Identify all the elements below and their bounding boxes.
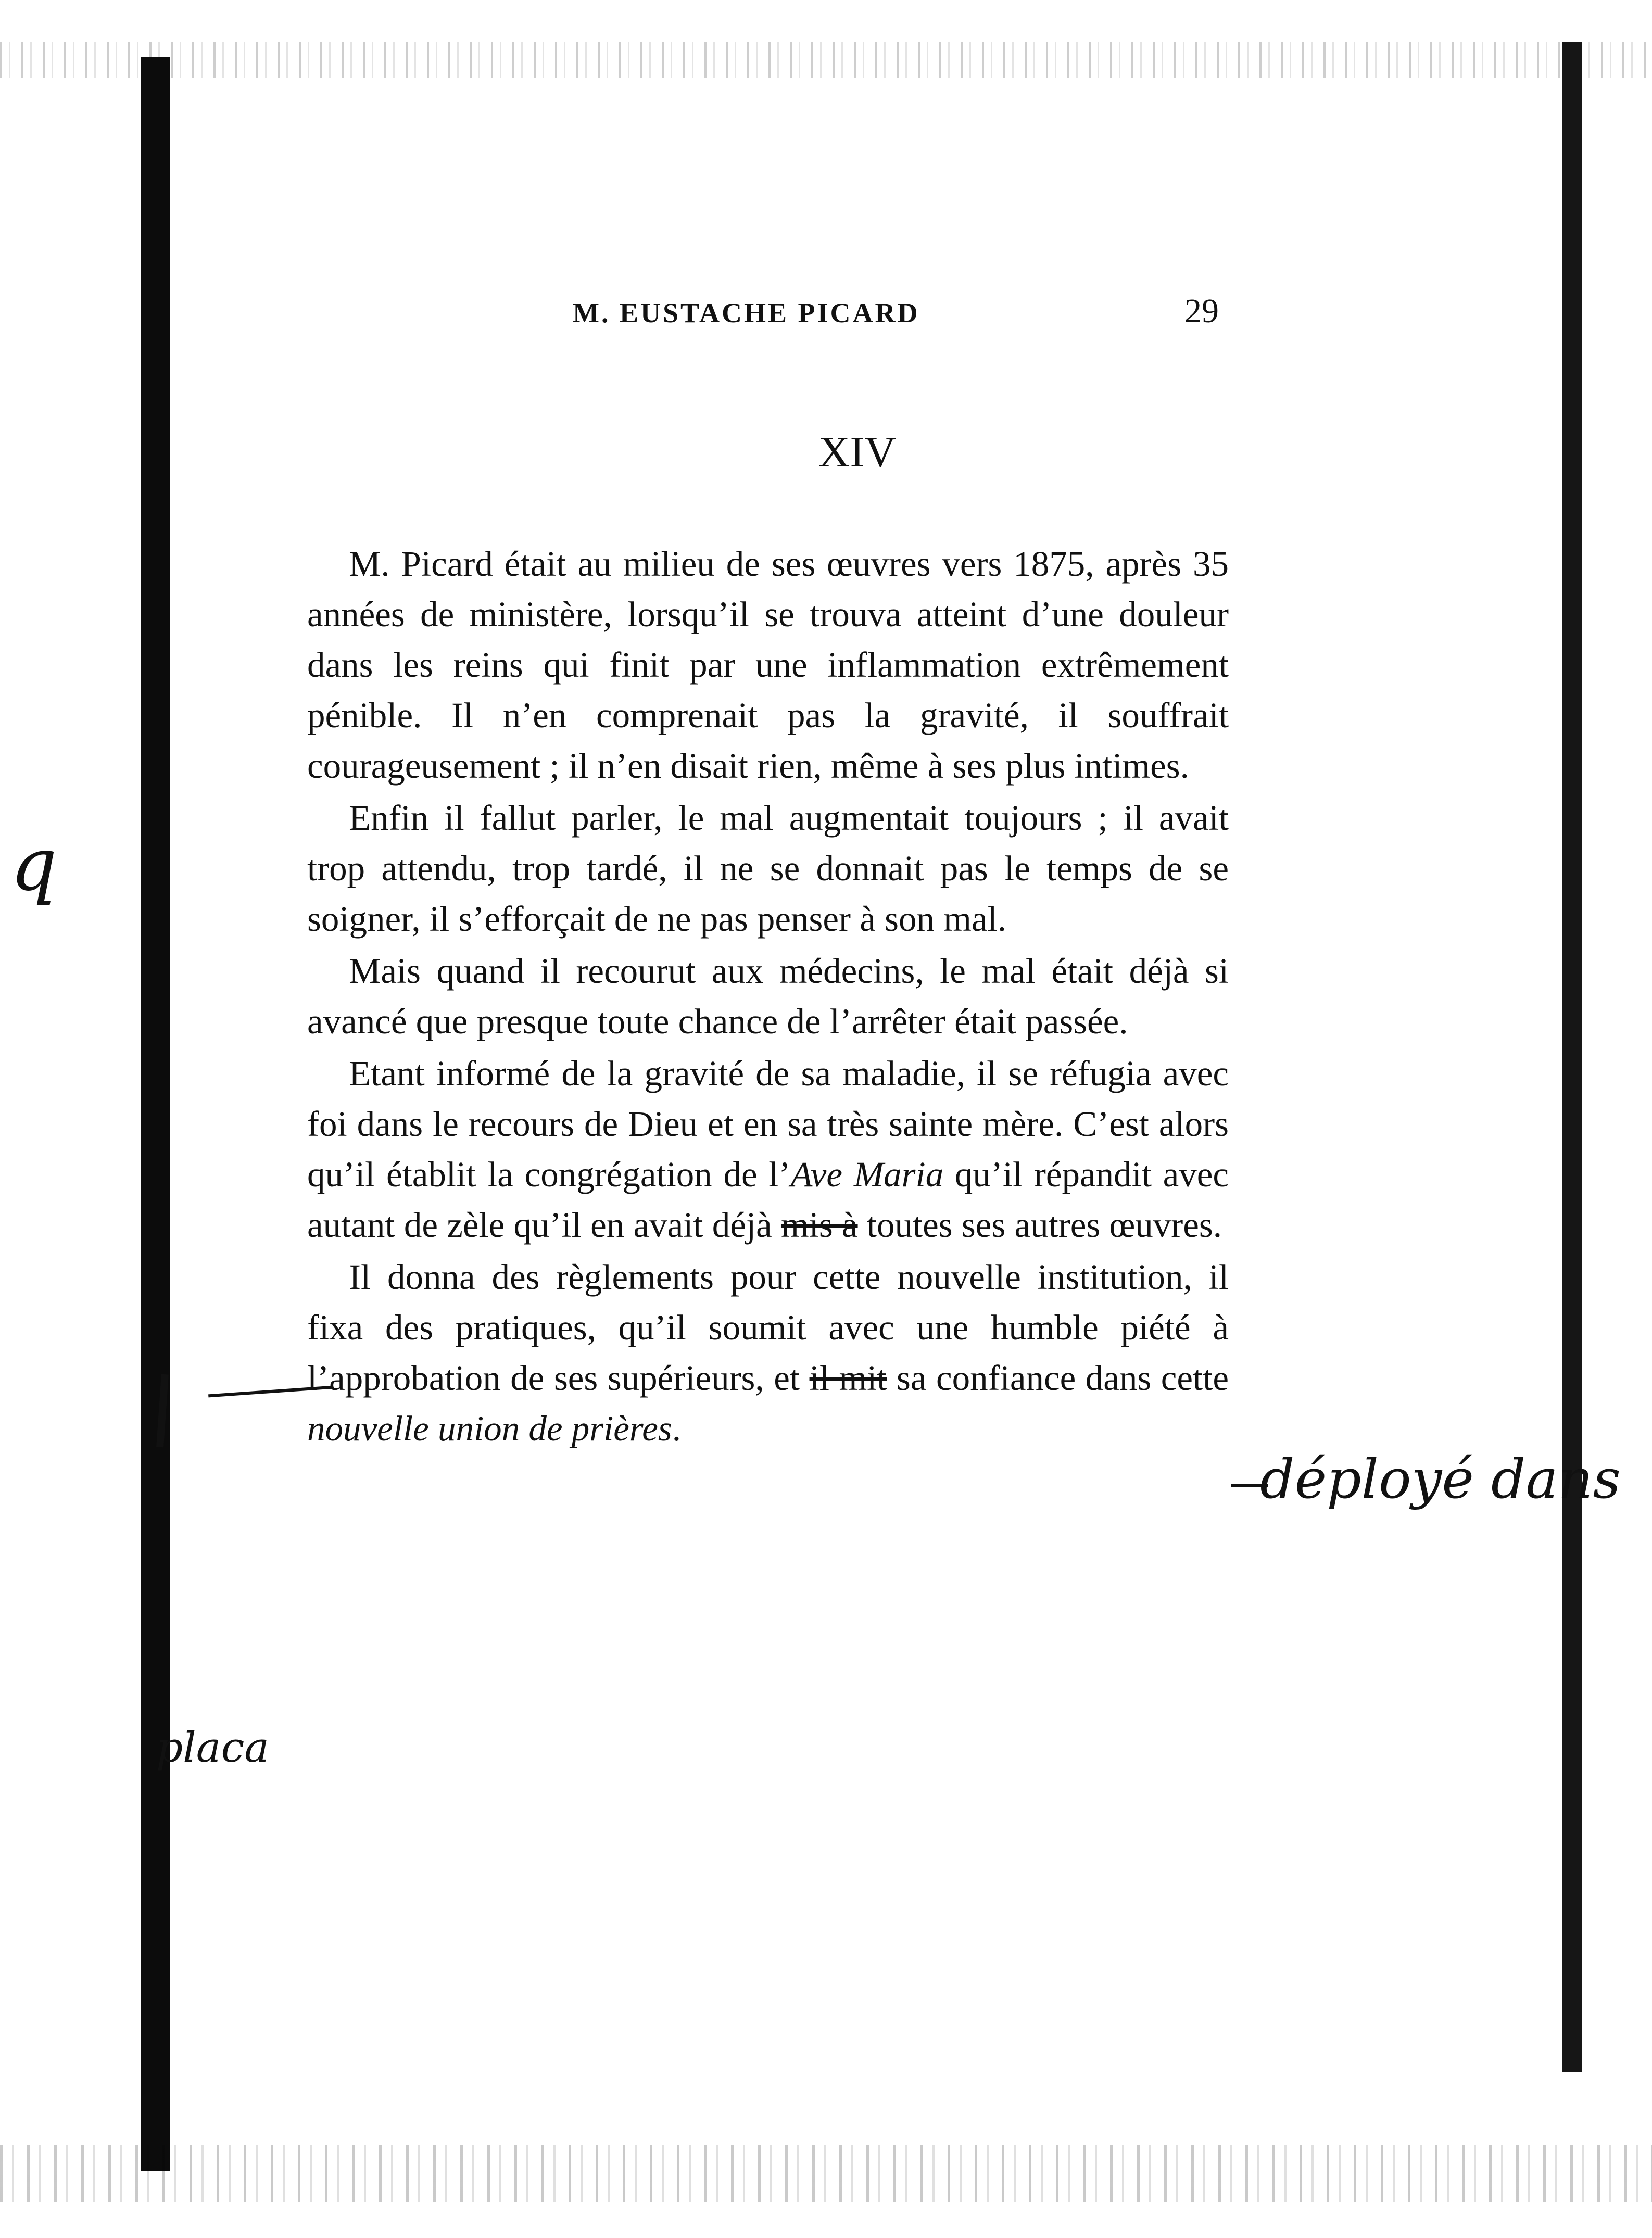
struck-text: il mit [809,1358,887,1398]
text-run: Etant informé de la gravité de sa maladie, il se réfugia avec foi dans le recours de Dieu et en sa très sainte mère. C’est alors qu’il établit la congrégation de l’ [307,1054,1229,1194]
text-run: toutes ses autres œuvres. [857,1205,1222,1245]
text-run: Il donna des règlements pour cette nouvelle institution, il fixa des pratiques, qu’il soumit avec une humble piété à l’approbation de ses supérieurs, et [307,1257,1229,1398]
italic-phrase: nouvelle union de prières [307,1409,672,1448]
paragraph [307,1048,1229,1250]
page-number: 29 [1184,292,1219,330]
scan-page-edge [1562,42,1582,2072]
scan-noise-bottom [0,2145,1652,2202]
scan-binding-edge [141,57,170,2171]
handwritten-insertion: déployé dans [1260,1447,1621,1511]
paragraph [307,793,1229,944]
text-run: . [672,1409,681,1448]
handwritten-insertion: placa [156,1723,269,1772]
running-head: M. EUSTACHE PICARD [573,297,920,328]
text-run: M. Picard était au milieu de ses œuvres vers 1875, après 35 années de ministère, lorsqu’il se trouva atteint d’une douleur dans les reins qui finit par une inflammation extrêmement pénible. Il n’en comprenait pas la gravité, il souffrait courageusement ; il n’en disait rien, même à ses plus intimes. [307,544,1229,786]
chapter-number: XIV [818,428,897,476]
scan-noise-top [0,42,1652,78]
text-run: qu’il répandit avec autant de zèle qu’il en avait déjà [307,1155,1229,1245]
struck-text: mis à [780,1205,858,1245]
text-run: Enfin il fallut parler, le mal augmentait toujours ; il avait trop attendu, trop tardé, il ne se donnait pas le temps de se soigner, il s’efforçait de ne pas penser à son mal. [307,798,1229,939]
body-text [307,539,1229,1456]
text-run: sa confiance dans cette [887,1358,1229,1398]
paragraph [307,1252,1229,1454]
handwritten-margin-mark: q [10,823,57,907]
text-run: Mais quand il recourut aux médecins, le mal était déjà si avancé que presque toute chance de l’arrêter était passée. [307,951,1229,1041]
paragraph [307,946,1229,1047]
italic-title: Ave Maria [790,1155,944,1194]
paragraph [307,539,1229,791]
